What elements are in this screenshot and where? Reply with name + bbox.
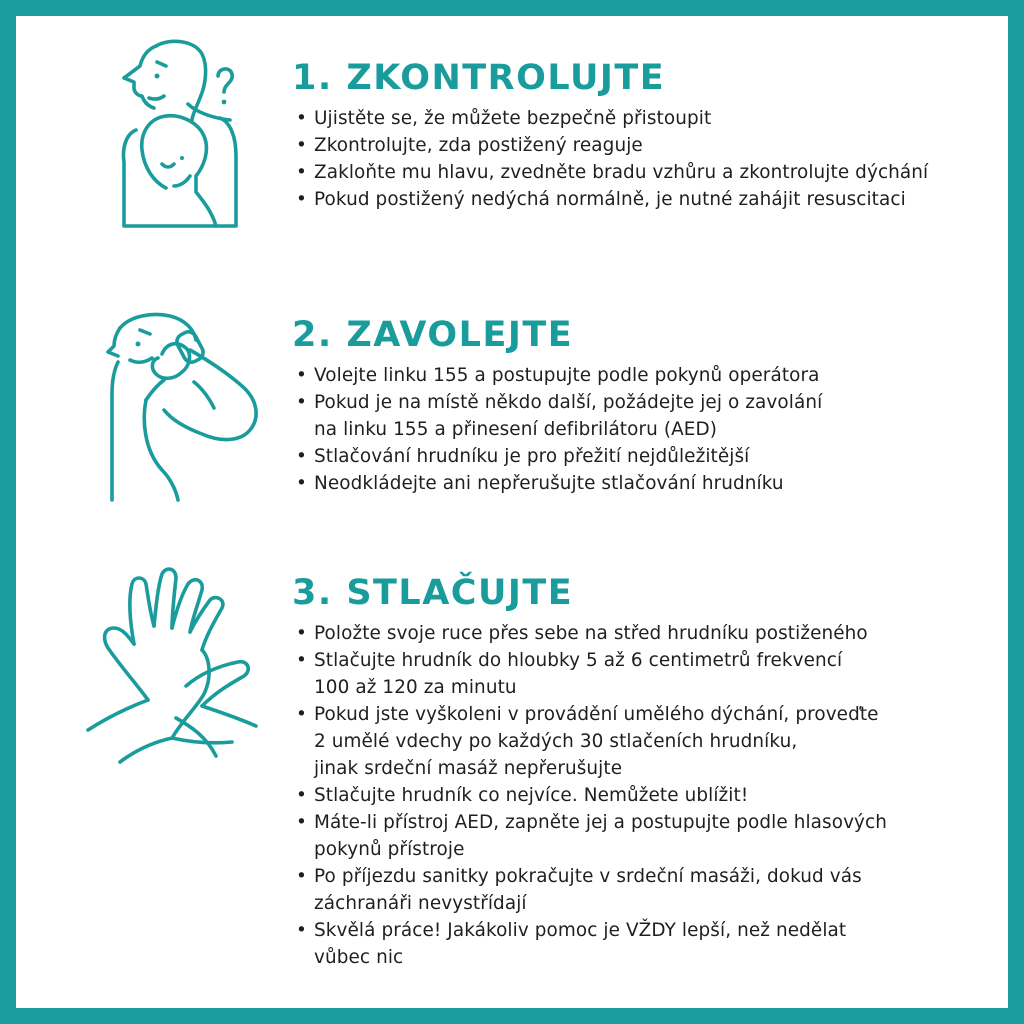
list-item: • Máte-li přístroj AED, zapněte jej a postupujte podle hlasových pokynů přístroje: [292, 809, 982, 863]
section-call: [292, 314, 982, 497]
section-compress: [292, 572, 982, 971]
section-title-compress: 3. STLAČUJTE: [292, 573, 574, 613]
list-item: • Stlačujte hrudník co nejvíce. Nemůžete ublížit!: [292, 782, 982, 809]
list-item: • Stlačování hrudníku je pro přežití nejdůležitější: [292, 443, 982, 470]
person-checking-icon: [100, 36, 250, 232]
bullet-list-call: [292, 362, 982, 497]
list-item: • Po příjezdu sanitky pokračujte v srdeční masáži, dokud vás záchranáři nevystřídají: [292, 863, 982, 917]
list-item: • Položte svoje ruce přes sebe na střed hrudníku postiženého: [292, 620, 982, 647]
list-item: • Zkontrolujte, zda postižený reaguje: [292, 132, 982, 159]
list-item: • Neodkládejte ani nepřerušujte stlačování hrudníku: [292, 470, 982, 497]
list-item: • Pokud jste vyškoleni v provádění umělého dýchání, proveďte 2 umělé vdechy po každých 30 stlačeních hrudníku, jinak srdeční masáž nepřerušujte: [292, 701, 982, 782]
section-title-check: 1. ZKONTROLUJTE: [292, 58, 666, 98]
section-title-call: 2. ZAVOLEJTE: [292, 315, 574, 355]
bullet-list-compress: [292, 620, 982, 971]
person-phone-call-icon: [94, 310, 270, 506]
list-item: • Volejte linku 155 a postupujte podle pokynů operátora: [292, 362, 982, 389]
list-item: • Skvělá práce! Jakákoliv pomoc je VŽDY lepší, než nedělat vůbec nic: [292, 917, 982, 971]
list-item: • Zakloňte mu hlavu, zvedněte bradu vzhůru a zkontrolujte dýchání: [292, 159, 982, 186]
section-check: [292, 57, 982, 213]
bullet-list-check: [292, 105, 982, 213]
list-item: • Pokud postižený nedýchá normálně, je nutné zahájit resuscitaci: [292, 186, 982, 213]
list-item: • Ujistěte se, že můžete bezpečně přistoupit: [292, 105, 982, 132]
hands-compression-icon: [86, 566, 262, 776]
list-item: • Pokud je na místě někdo další, požádejte jej o zavolání na linku 155 a přinesení defibrilátoru (AED): [292, 389, 982, 443]
list-item: • Stlačujte hrudník do hloubky 5 až 6 centimetrů frekvencí 100 až 120 za minutu: [292, 647, 982, 701]
